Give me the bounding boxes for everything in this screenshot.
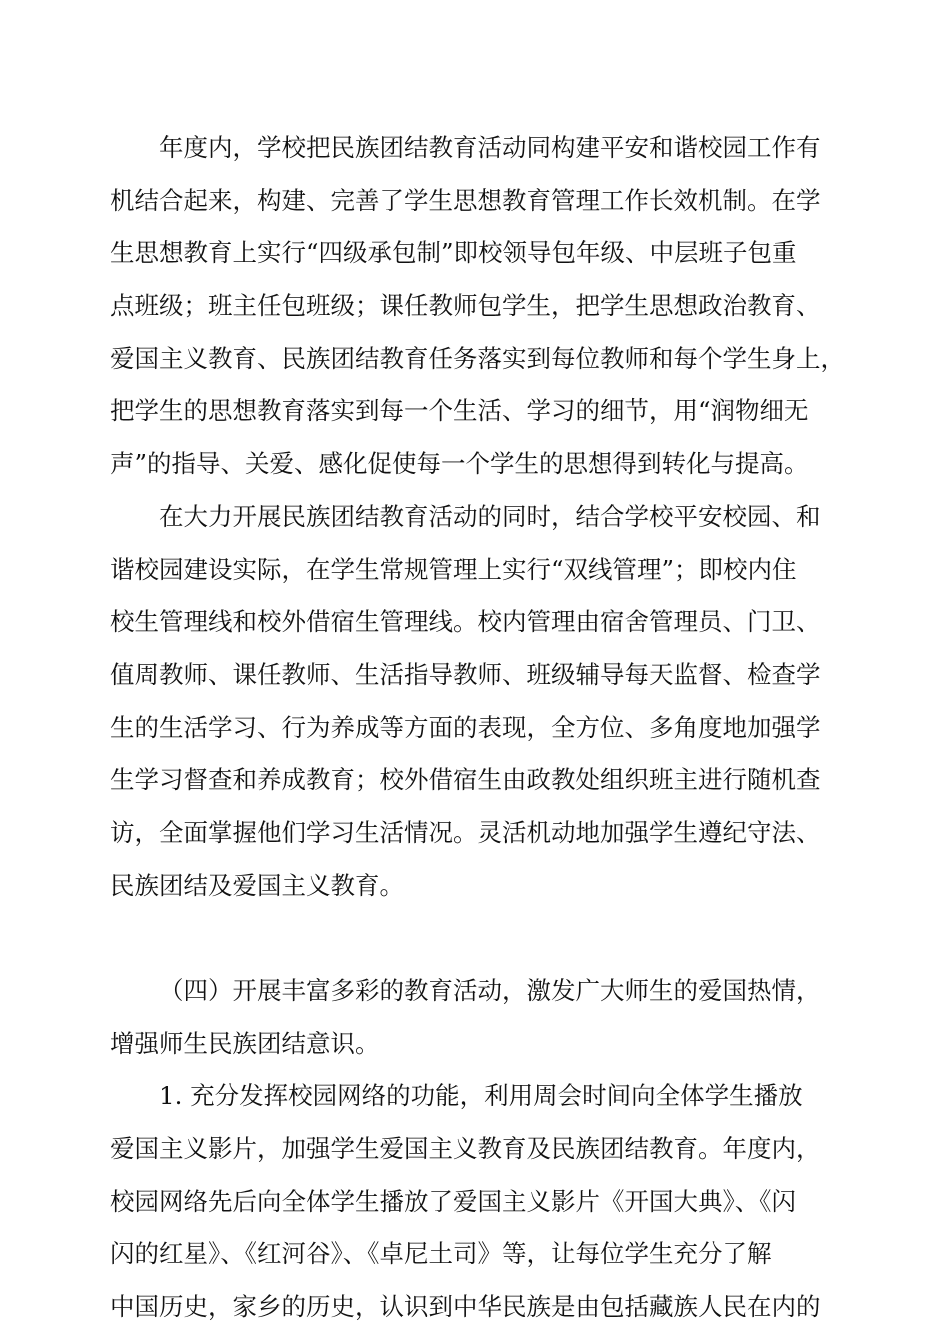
text-line: 生思想教育上实行“四级承包制”即校领导包年级、中层班子包重 bbox=[110, 238, 797, 268]
text-line bbox=[110, 912, 870, 965]
text-line: 爱国主义影片，加强学生爱国主义教育及民族团结教育。年度内， bbox=[110, 1134, 821, 1164]
text-line: （四）开展丰富多彩的教育活动，激发广大师生的爱国热情， bbox=[159, 976, 821, 1005]
text-line: 声”的指导、关爱、感化促使每一个学生的思想得到转化与提高。 bbox=[110, 449, 809, 479]
text-line: 校生管理线和校外借宿生管理线。校内管理由宿舍管理员、门卫、 bbox=[110, 607, 821, 637]
text-line: 闪的红星》、《红河谷》、《卓尼土司》等，让每位学生充分了解 bbox=[110, 1239, 772, 1269]
text-line: 谐校园建设实际，在学生常规管理上实行“双线管理”；即校内住 bbox=[110, 554, 797, 584]
text-line: 增强师生民族团结意识。 bbox=[110, 1028, 380, 1058]
text-line: 生的生活学习、行为养成等方面的表现，全方位、多角度地加强学 bbox=[110, 712, 821, 742]
text-line: 把学生的思想教育落实到每一个生活、学习的细节，用“润物细无 bbox=[110, 396, 809, 426]
paragraph-dual-line-management bbox=[110, 491, 870, 965]
text-line: 年度内，学校把民族团结教育活动同构建平安和谐校园工作有 bbox=[159, 133, 821, 162]
text-line: 1. 充分发挥校园网络的功能，利用周会时间向全体学生播放 bbox=[159, 1081, 803, 1111]
section-heading-four bbox=[110, 965, 870, 1070]
paragraph-school-unity-mechanism bbox=[110, 122, 870, 491]
text-line: 中国历史，家乡的历史，认识到中华民族是由包括藏族人民在内的 bbox=[110, 1292, 821, 1322]
text-line: 值周教师、课任教师、生活指导教师、班级辅导每天监督、检查学 bbox=[110, 659, 821, 689]
text-line: 生学习督查和养成教育；校外借宿生由政教处组织班主进行随机查 bbox=[110, 765, 821, 795]
text-line: 在大力开展民族团结教育活动的同时，结合学校平安校园、和 bbox=[159, 501, 821, 531]
text-line: 机结合起来，构建、完善了学生思想教育管理工作长效机制。在学 bbox=[110, 185, 821, 215]
text-line: 访，全面掌握他们学习生活情况。灵活机动地加强学生遵纪守法、 bbox=[110, 817, 821, 847]
list-item-1-campus-network bbox=[110, 1070, 870, 1333]
text-line: 民族团结及爱国主义教育。 bbox=[110, 870, 404, 900]
text-line: 点班级；班主任包班级；课任教师包学生，把学生思想政治教育、 bbox=[110, 291, 821, 321]
text-line: 爱国主义教育、民族团结教育任务落实到每位教师和每个学生身上， bbox=[110, 343, 845, 373]
document-body bbox=[110, 122, 870, 1334]
text-line: 校园网络先后向全体学生播放了爱国主义影片《开国大典》、《闪 bbox=[110, 1186, 796, 1216]
